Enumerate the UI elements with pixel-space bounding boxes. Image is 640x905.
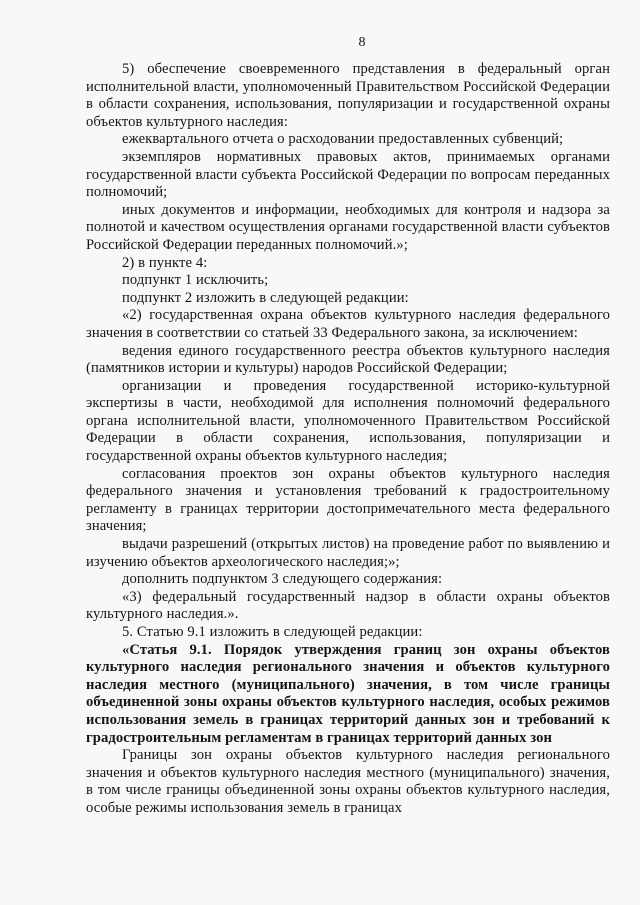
paragraph: 2) в пункте 4: (122, 254, 208, 271)
paragraph: Границы зон охраны объектов культурного наследия регионального значения и объектов культурного наследия местного (муниципального) значения, в том числе границы объединенной зоны охраны объектов культурного наследия, особые режимы использования земель в границах (86, 747, 610, 816)
paragraph: иных документов и информации, необходимых для контроля и надзора за полнотой и качеством осуществления органами государственной власти субъектов Российской Федерации переданных полномочий.»; (86, 201, 610, 253)
paragraph: экземпляров нормативных правовых актов, принимаемых органами государственной власти субъекта Российской Федерации по вопросам переданных полномочий; (86, 148, 610, 201)
paragraph: ведения единого государственного реестра объектов культурного наследия (памятников истории и культуры) народов Российской Федерации; (86, 342, 610, 377)
paragraph: 5. Статью 9.1 изложить в следующей редакции: (122, 624, 423, 640)
page-number: 8 (358, 35, 366, 50)
paragraph: подпункт 2 изложить в следующей редакции: (122, 289, 409, 306)
paragraph: «3) федеральный государственный надзор в области охраны объектов культурного наследия.». (86, 588, 610, 623)
article-heading: «Статья 9.1. Порядок утверждения границ зон охраны объектов культурного наследия регионального значения и объектов культурного наследия местного (муниципального) значения, в том числе границы объединенной зоны охраны объектов культурного наследия, особых режимов использования земель в границах территорий данных зон и требований к градостроительным регламентам в границах территорий данных зон (86, 641, 610, 746)
paragraph: ежеквартального отчета о расходовании предоставленных субвенций; (122, 131, 564, 148)
paragraph: 5) обеспечение своевременного представления в федеральный орган исполнительной власти, уполномоченный Правительством Российской Федерации в области сохранения, использования, популяризации и государственной охраны объектов культурного наследия: (86, 61, 610, 130)
paragraph: выдачи разрешений (открытых листов) на проведение работ по выявлению и изучению объектов археологического наследия;»; (86, 536, 610, 570)
paragraph: подпункт 1 исключить; (122, 272, 269, 289)
paragraph: дополнить подпунктом 3 следующего содержания: (122, 571, 443, 588)
paragraph: «2) государственная охрана объектов культурного наследия федерального значения в соответствии со статьей 33 Федерального закона, за исключением: (86, 307, 610, 341)
paragraph: согласования проектов зон охраны объектов культурного наследия федерального значения и установления требований к градостроительному регламенту в границах территории достопримечательного места федерального значения; (86, 465, 610, 535)
paragraph: организации и проведения государственной историко-культурной экспертизы в части, необходимой для исполнения полномочий федерального органа исполнительной власти, уполномоченного Правительством Российской Федерации в области сохранения, использования, популяризации и государственной охраны объектов культурного наследия; (86, 377, 610, 465)
